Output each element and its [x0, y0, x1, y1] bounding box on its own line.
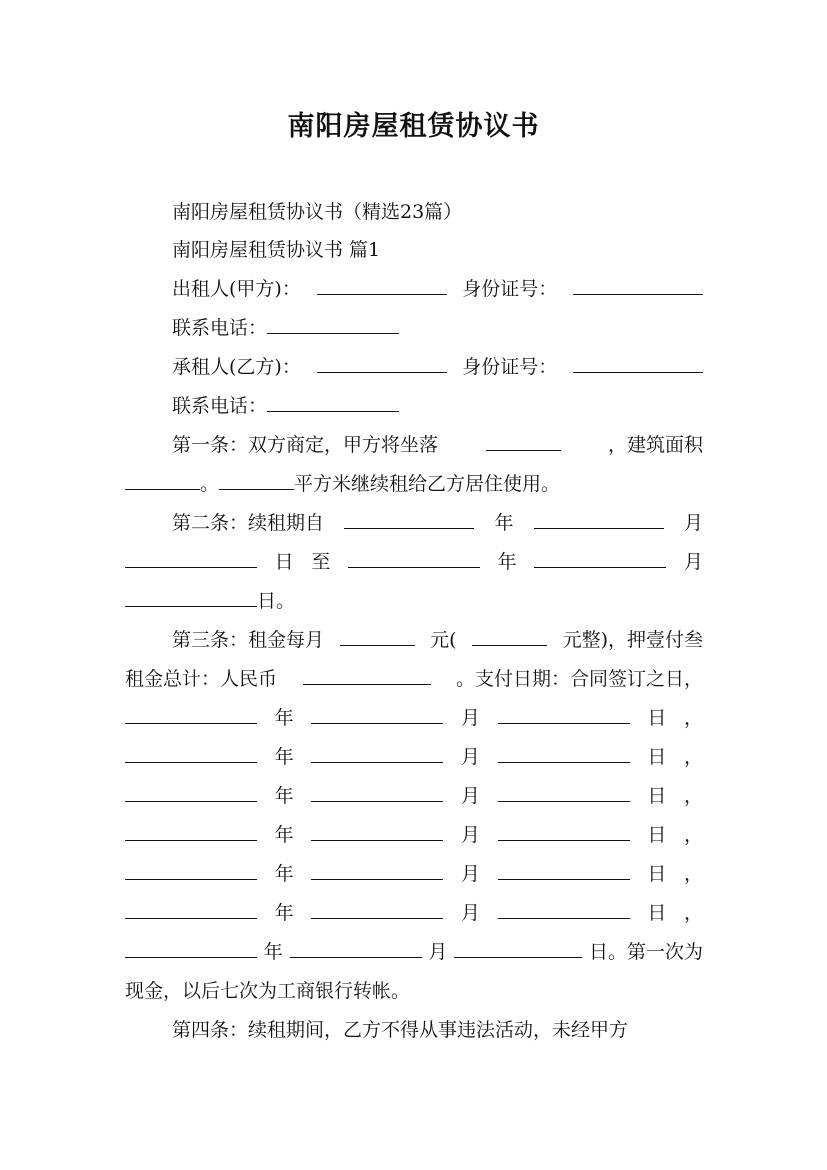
pay-year-blank[interactable]: [125, 742, 257, 763]
comma: ，: [683, 863, 703, 885]
article1-line2: [125, 469, 703, 499]
article2-line2: [125, 547, 703, 577]
pay-day-blank[interactable]: [498, 898, 630, 919]
pay-day-label: 日: [647, 824, 667, 846]
pay-month-label: 月: [460, 707, 480, 729]
lessee-name-blank[interactable]: [317, 352, 447, 373]
pay-year-label: 年: [274, 746, 294, 768]
article1-text-c: 。: [200, 473, 220, 495]
lessor-line: [172, 274, 703, 304]
to-label: 至: [311, 551, 331, 573]
payment-date-row: [125, 703, 703, 733]
article2-line1: [172, 508, 703, 538]
pay-year-blank[interactable]: [125, 898, 257, 919]
end-year-label: 年: [497, 551, 517, 573]
lessee-id-label: 身份证号：: [462, 356, 558, 378]
start-year-label: 年: [494, 512, 514, 534]
article3-text-e: 。支付日期：合同签订之日，: [455, 668, 703, 690]
comma: ，: [683, 785, 703, 807]
article2-text-a: 第二条：续租期自: [172, 512, 325, 534]
pay-day-label: 日: [647, 785, 667, 807]
start-day-label: 日: [274, 551, 294, 573]
pay-month-label: 月: [460, 746, 480, 768]
start-month-label: 月: [683, 512, 703, 534]
article3-text-b: 元(: [430, 629, 457, 651]
pay-day-blank[interactable]: [498, 859, 630, 880]
article3-text-c: 元整)，押壹付叁: [562, 629, 703, 651]
article3-cash-line: 现金，以后七次为工商银行转帐。: [125, 980, 411, 1002]
lessee-id-blank[interactable]: [573, 352, 703, 373]
lessee-phone-blank[interactable]: [267, 391, 399, 412]
pay-month-label: 月: [460, 824, 480, 846]
pay-day-label: 日: [647, 746, 667, 768]
lessor-name-blank[interactable]: [317, 274, 447, 295]
pay-year-blank[interactable]: [125, 859, 257, 880]
monthly-rent-words-blank[interactable]: [472, 625, 547, 646]
pay-month-label: 月: [460, 902, 480, 924]
article1-text-b: ，建筑面积: [607, 434, 703, 456]
article1-text-a: 第一条：双方商定，甲方将坐落: [172, 434, 439, 456]
pay-day-blank[interactable]: [454, 937, 582, 958]
monthly-rent-blank[interactable]: [340, 625, 415, 646]
pay-month-label: 月: [428, 941, 448, 963]
lessor-phone-label: 联系电话：: [172, 317, 268, 339]
article3-line2: [125, 664, 703, 694]
end-year-blank[interactable]: [348, 547, 480, 568]
pay-month-blank[interactable]: [311, 859, 443, 880]
lessor-id-blank[interactable]: [573, 274, 703, 295]
article1-text-d: 平方米继续租给乙方居住使用。: [294, 473, 561, 495]
pay-day-label: 日: [647, 863, 667, 885]
pay-year-label: 年: [274, 785, 294, 807]
payment-date-row: [125, 742, 703, 772]
comma: ，: [683, 824, 703, 846]
total-rent-blank[interactable]: [303, 664, 431, 685]
pay-year-label: 年: [274, 902, 294, 924]
lessee-line: [172, 352, 703, 382]
pay-month-blank[interactable]: [311, 703, 443, 724]
article3-line1: [172, 625, 703, 655]
area-blank-1[interactable]: [125, 469, 200, 490]
pay-year-blank[interactable]: [125, 781, 257, 802]
pay-year-blank[interactable]: [125, 820, 257, 841]
payment-date-row-last: [125, 937, 703, 967]
lessor-id-label: 身份证号：: [462, 278, 558, 300]
lessor-phone-blank[interactable]: [267, 313, 399, 334]
start-year-blank[interactable]: [344, 508, 474, 529]
pay-month-blank[interactable]: [311, 820, 443, 841]
pay-day-label: 日: [647, 707, 667, 729]
end-month-label: 月: [683, 551, 703, 573]
section-heading: 南阳房屋租赁协议书 篇1: [172, 239, 381, 261]
article3-text-a: 第三条：租金每月: [172, 629, 325, 651]
comma: ，: [683, 902, 703, 924]
pay-month-blank[interactable]: [311, 742, 443, 763]
pay-month-label: 月: [460, 863, 480, 885]
lessor-label: 出租人(甲方)：: [172, 278, 301, 300]
comma: ，: [683, 707, 703, 729]
end-day-blank[interactable]: [125, 586, 257, 607]
pay-month-blank[interactable]: [311, 781, 443, 802]
pay-year-label: 年: [274, 863, 294, 885]
area-blank-2[interactable]: [219, 469, 294, 490]
document-title: 南阳房屋租赁协议书: [287, 111, 540, 142]
article4-line1: 第四条：续租期间，乙方不得从事违法活动，未经甲方: [172, 1019, 629, 1041]
article1-line1: [172, 430, 703, 460]
start-month-blank[interactable]: [534, 508, 664, 529]
address-blank[interactable]: [486, 430, 561, 451]
pay-day-blank[interactable]: [498, 820, 630, 841]
pay-year-label: 年: [274, 824, 294, 846]
article3-last-end: 日。第一次为: [588, 941, 703, 963]
pay-month-blank[interactable]: [290, 937, 422, 958]
payment-date-row: [125, 781, 703, 811]
comma: ，: [683, 746, 703, 768]
pay-month-blank[interactable]: [311, 898, 443, 919]
pay-year-label: 年: [263, 941, 283, 963]
pay-day-blank[interactable]: [498, 742, 630, 763]
pay-month-label: 月: [460, 785, 480, 807]
payment-date-row: [125, 820, 703, 850]
pay-day-blank[interactable]: [498, 781, 630, 802]
lessor-phone-line: [172, 313, 703, 343]
pay-day-blank[interactable]: [498, 703, 630, 724]
payment-date-row: [125, 859, 703, 889]
lessee-phone-line: [172, 391, 703, 421]
end-month-blank[interactable]: [534, 547, 666, 568]
article2-end: 日。: [257, 590, 296, 612]
lessee-phone-label: 联系电话：: [172, 395, 268, 417]
article3-text-d: 租金总计：人民币: [125, 668, 278, 690]
pay-year-label: 年: [274, 707, 294, 729]
pay-day-label: 日: [647, 902, 667, 924]
article2-line3: [125, 586, 703, 616]
pay-year-blank[interactable]: [125, 937, 257, 958]
start-day-blank[interactable]: [125, 547, 257, 568]
subtitle: 南阳房屋租赁协议书（精选23篇）: [172, 201, 463, 223]
pay-year-blank[interactable]: [125, 703, 257, 724]
lessee-label: 承租人(乙方)：: [172, 356, 301, 378]
payment-date-row: [125, 898, 703, 928]
